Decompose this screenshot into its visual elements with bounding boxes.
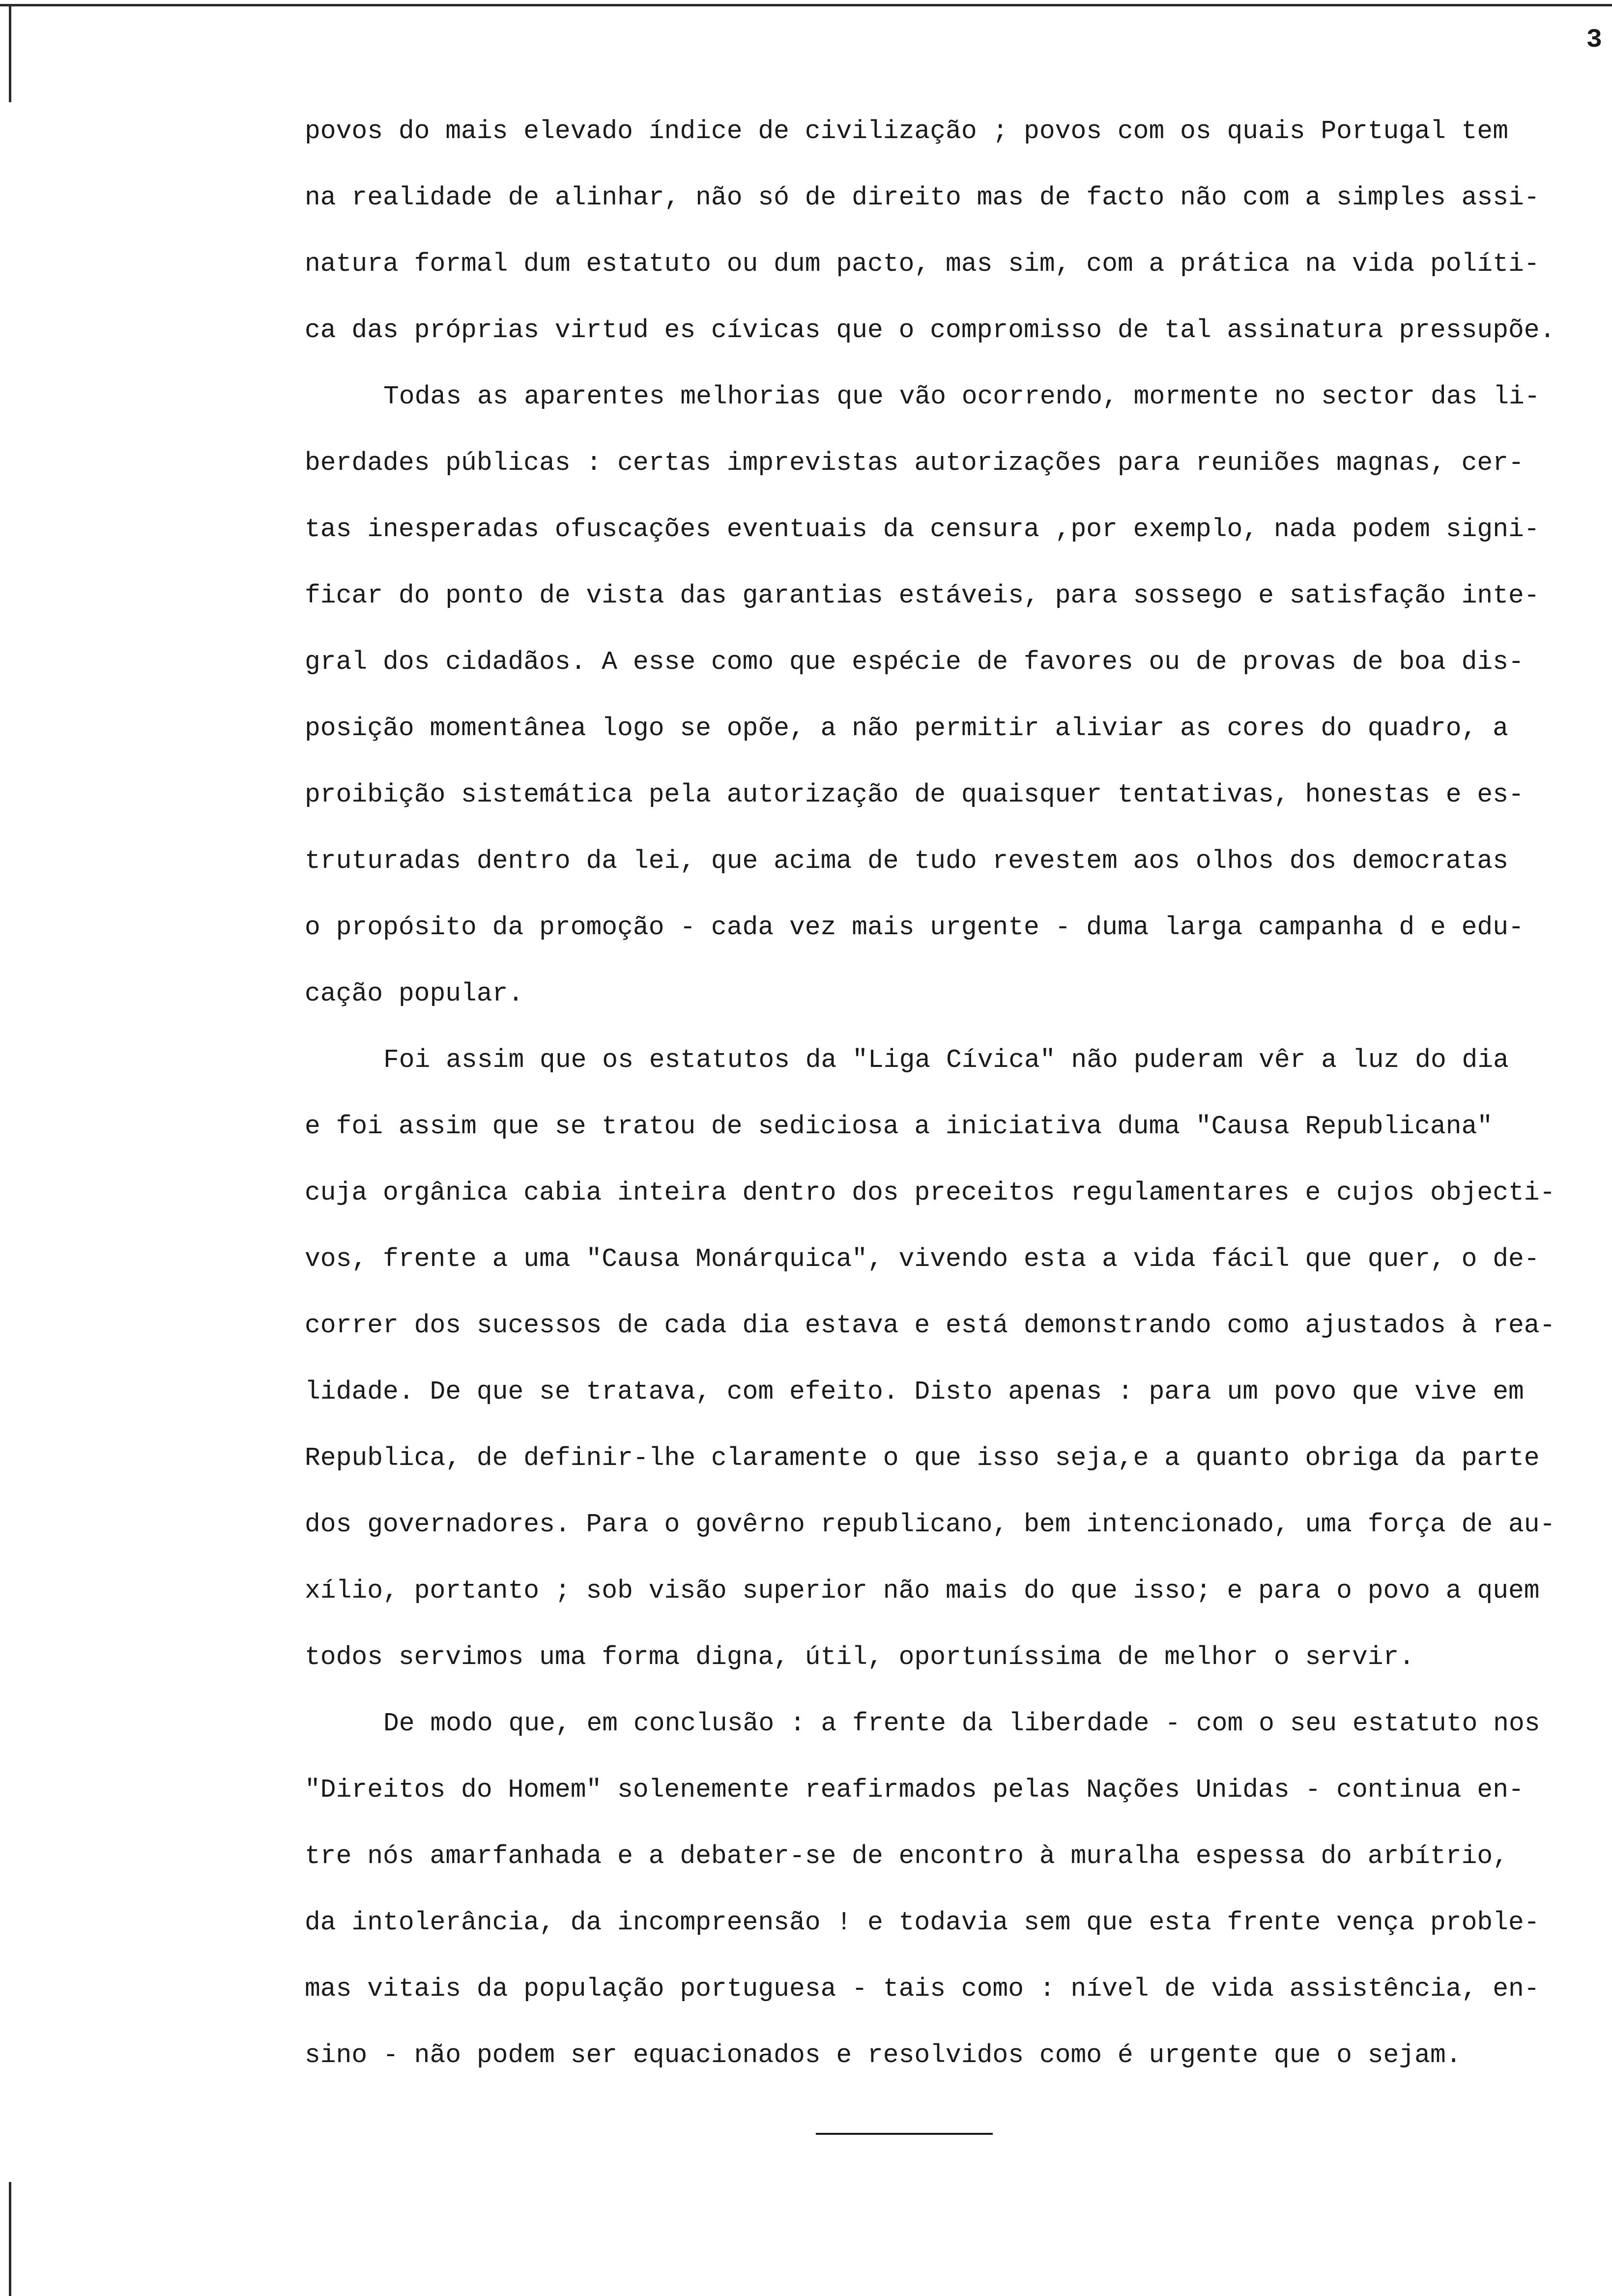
page-left-edge-top: [9, 4, 11, 102]
paragraph-3: Foi assim que os estatutos da "Liga Cívica" não puderam vêr a luz do dia e foi assim que se tratou de sediciosa a iniciativa duma "Causa Republicana" cuja orgânica cabia inteira dentro dos preceitos regulamentares e cujos objecti- vos, frente a uma "Causa Monárquica", vivendo esta a vida fácil que quer, o de- correr dos sucessos de cada dia estava e está demonstrando como ajustados à rea- lidade. De que se tratava, com efeito. Disto apenas : para um povo que vive em Republica, de definir-lhe claramente o que isso seja,e a quanto obriga da parte dos governadores. Para o govêrno republicano, bem intencionado, uma força de au- xílio, portanto ; sob visão superior não mais do que isso; e para o povo a quem todos servimos uma forma digna, útil, oportuníssima de melhor o servir.: [305, 1045, 1555, 1672]
page-number: 3: [1586, 25, 1602, 55]
page-top-edge: [0, 4, 1612, 6]
closing-rule: [816, 2133, 993, 2135]
paragraph-4: De modo que, em conclusão : a frente da liberdade - com o seu estatuto nos "Direitos do Homem" solenemente reafirmados pelas Nações Unidas - continua en- tre nós amarfanhada e a debater-se de encontro à muralha espessa do arbítrio, da intolerância, da incompreensão ! e todavia sem que esta frente vença proble- mas vitais da população portuguesa - tais como : nível de vida assistência, en- sino - não podem ser equacionados e resolvidos como é urgente que o sejam.: [305, 1709, 1540, 2070]
page-left-edge-bottom: [9, 2182, 11, 2296]
document-body: [305, 98, 1602, 2089]
paragraph-2: Todas as aparentes melhorias que vão ocorrendo, mormente no sector das li- berdades públicas : certas imprevistas autorizações para reuniões magnas, cer- tas inesperadas ofuscações eventuais da censura ,por exemplo, nada podem signi- ficar do ponto de vista das garantias estáveis, para sossego e satisfação inte- gral dos cidadãos. A esse como que espécie de favores ou de provas de boa dis- posição momentânea logo se opõe, a não permitir aliviar as cores do quadro, a proibição sistemática pela autorização de quaisquer tentativas, honestas e es- truturadas dentro da lei, que acima de tudo revestem aos olhos dos democratas o propósito da promoção - cada vez mais urgente - duma larga campanha d e edu- cação popular.: [305, 382, 1540, 1008]
paragraph-1: povos do mais elevado índice de civilização ; povos com os quais Portugal tem na realidade de alinhar, não só de direito mas de facto não com a simples assi- natura formal dum estatuto ou dum pacto, mas sim, com a prática na vida políti- ca das próprias virtud es cívicas que o compromisso de tal assinatura pressupõe.: [305, 116, 1555, 345]
